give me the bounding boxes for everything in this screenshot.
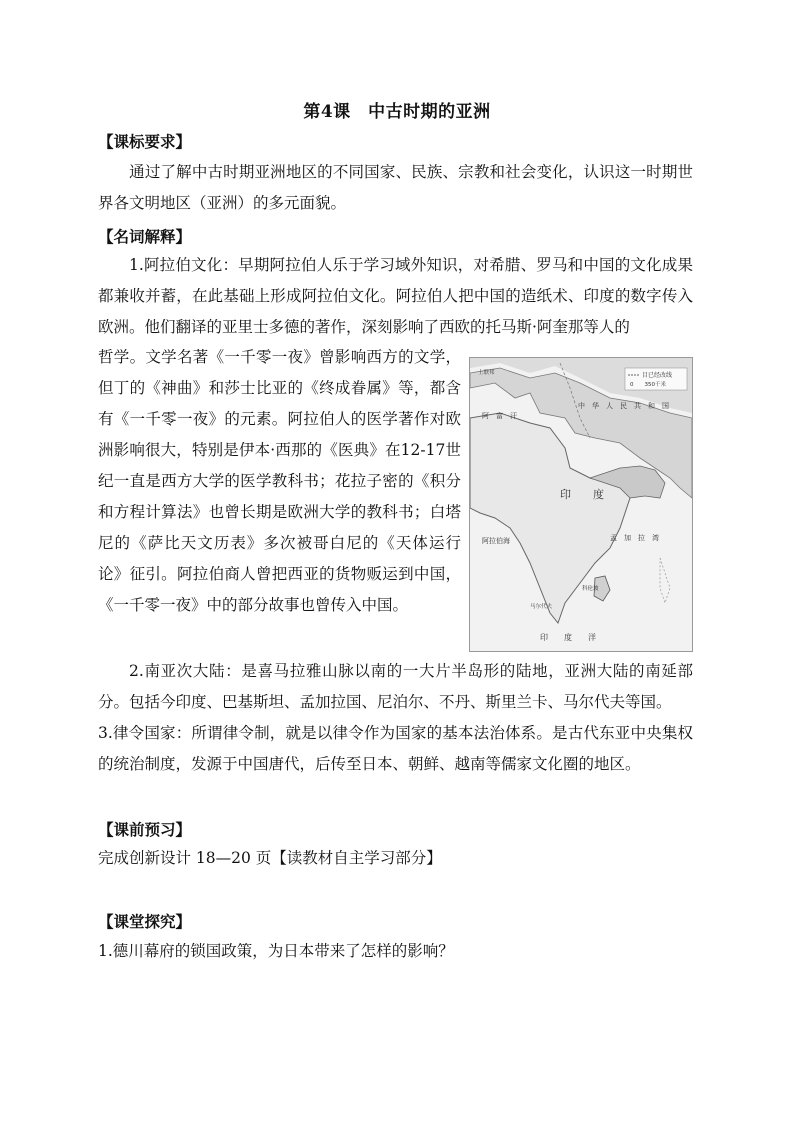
map-label-indian-ocean: 印 度 洋 xyxy=(540,633,596,642)
term-3-text: 3.律令国家：所谓律令制，就是以律令作为国家的基本法治体系。是古代东亚中央集权的统治制度，发源于中国唐代，后传至日本、朝鲜、越南等儒家文化圈的地区。 xyxy=(98,724,693,773)
map-label-afghanistan: 阿 富 汗 xyxy=(482,412,517,420)
map-label-india: 印 度 xyxy=(560,488,604,501)
term-2-paragraph xyxy=(98,656,693,718)
south-asia-map xyxy=(469,357,693,652)
standard-text: 通过了解中古时期亚洲地区的不同国家、民族、宗教和社会变化，认识这一时期世界各文明地区（亚洲）的多元面貌。 xyxy=(98,163,693,212)
explore-question-1: 1.德川幕府的锁国政策，为日本带来了怎样的影响？ xyxy=(98,942,454,960)
map-legend-line: 目已经改线 xyxy=(642,372,673,379)
map-label-north: 上联邦 xyxy=(478,370,495,376)
map-scale: 0 350千米 xyxy=(630,382,666,388)
map-label-china: 中 华 人 民 共 和 国 xyxy=(578,402,669,410)
map-label-maldives: 马尔代夫 xyxy=(530,604,553,610)
preview-text: 完成创新设计 18—20 页【读教材自主学习部分】 xyxy=(98,849,442,867)
map-label-arabian-sea: 阿拉伯海 xyxy=(482,537,510,545)
term-1-paragraph xyxy=(98,250,693,343)
term-3-paragraph xyxy=(98,718,693,780)
section-heading-explore: 【课堂探究】 xyxy=(98,912,192,931)
section-heading-standard: 【课标要求】 xyxy=(98,132,192,151)
section-heading-terms: 【名词解释】 xyxy=(98,227,192,246)
term-1-text-part2: 哲学。文学名著《一千零一夜》曾影响西方的文学，但丁的《神曲》和莎士比亚的《终成眷属》等，都含有《一千零一夜》的元素。阿拉伯人的医学著作对欧洲影响很大，特别是伊本·西那的《医典》在12-17世纪一直是西方大学的医学教科书；花拉子密的《积分和方程计算法》也曾长期是欧洲大学的教科书；白塔尼的《萨比天文历表》多次被哥白尼的《天体运行论》征引。阿拉伯商人曾把西亚的货物贩运到中国，《一千零一夜》中的部分故事也曾传入中国。 xyxy=(98,348,461,614)
standard-paragraph xyxy=(98,157,693,219)
term-1-wrapped-block xyxy=(98,342,693,652)
page-title: 第4课 中古时期的亚洲 xyxy=(303,102,491,122)
section-heading-preview: 【课前预习】 xyxy=(98,820,192,839)
term-2-text: 2.南亚次大陆：是喜马拉雅山脉以南的一大片半岛形的陆地，亚洲大陆的南延部分。包括今印度、巴基斯坦、孟加拉国、尼泊尔、不丹、斯里兰卡、马尔代夫等国。 xyxy=(98,662,693,711)
term-1-text-part1: 1.阿拉伯文化：早期阿拉伯人乐于学习域外知识，对希腊、罗马和中国的文化成果都兼收并蓄，在此基础上形成阿拉伯文化。阿拉伯人把中国的造纸术、印度的数字传入欧洲。他们翻译的亚里士多德的著作，深刻影响了西欧的托马斯·阿奎那等人的 xyxy=(98,256,693,336)
map-label-bay-of-bengal: 孟 加 拉 湾 xyxy=(610,534,659,542)
map-label-colombo: 科伦坡 xyxy=(582,586,599,592)
